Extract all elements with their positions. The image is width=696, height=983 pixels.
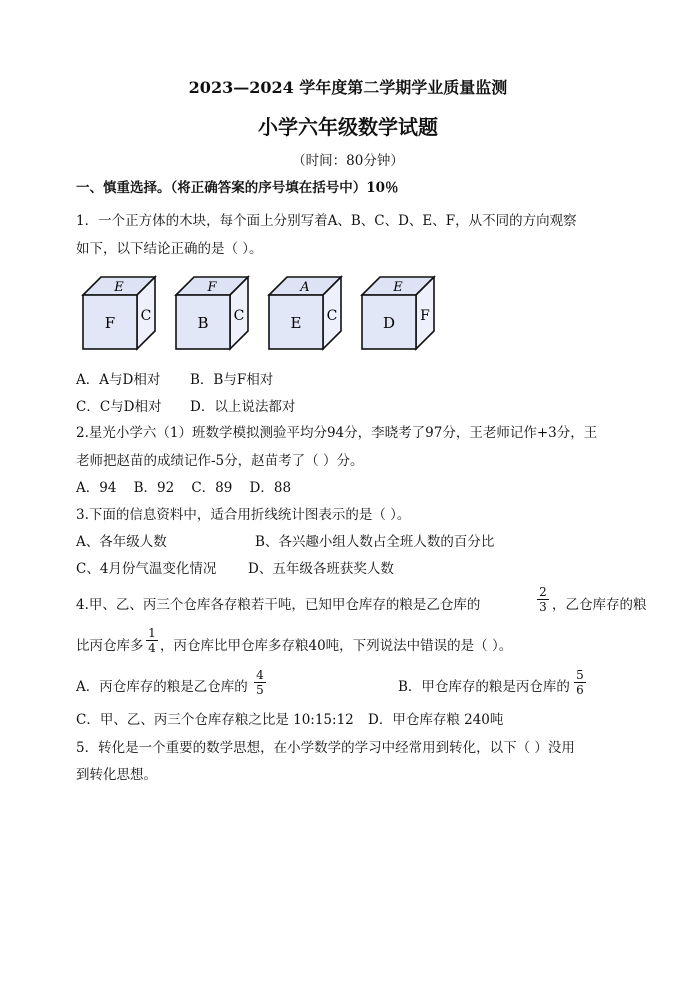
q2-text-line1: 2.星光小学六（1）班数学模拟测验平均分94分，李晓考了97分，王老师记作+3分，王 <box>76 425 598 441</box>
cube-front-label: B <box>197 314 209 332</box>
q1-option-a: A．A与D相对 <box>76 372 161 388</box>
q1-option-b: B．B与F相对 <box>190 372 274 388</box>
q5-text-line2: 到转化思想。 <box>76 767 157 783</box>
q4-option-a-fraction: $\frac{4}{5}$ <box>254 669 266 696</box>
q4-fraction-two-thirds: $\frac{2}{3}$ <box>537 586 549 613</box>
cube-figure <box>269 277 341 349</box>
q4-text-line2-start: 比丙仓库多 <box>76 638 144 654</box>
q4-fraction-one-quarter: $\frac{1}{4}$ <box>146 627 158 654</box>
q4-option-b: B．甲仓库存的粮是丙仓库的 <box>398 679 570 695</box>
cube-front-label: E <box>290 314 302 332</box>
q3-option-b: B、各兴趣小组人数占全班人数的百分比 <box>255 534 495 550</box>
q1-option-d: D．以上说法都对 <box>190 399 296 415</box>
q1-cube-figures <box>0 273 696 363</box>
cube-top-label: F <box>207 280 217 295</box>
q3-text-line1: 3.下面的信息资料中，适合用折线统计图表示的是（ ）。 <box>76 507 411 523</box>
q4-option-d: D．甲仓库存粮 240吨 <box>368 712 504 728</box>
cube-top-label: A <box>300 280 310 295</box>
q2-options: A．94 B．92 C．89 D．88 <box>76 480 292 496</box>
q4-option-b-fraction: $\frac{5}{6}$ <box>574 669 586 696</box>
cube-top-label: E <box>393 280 403 295</box>
q4-text-line2-end: ，丙仓库比甲仓库多存粮40吨，下列说法中错误的是（ ）。 <box>160 638 513 654</box>
cube-side-label: C <box>326 308 338 324</box>
cube-front-label: F <box>104 314 116 332</box>
cube-top-label: E <box>114 280 124 295</box>
exam-time-note: （时间：80分钟） <box>292 153 404 169</box>
q3-option-d: D、五年级各班获奖人数 <box>248 561 394 577</box>
q3-option-c: C、4月份气温变化情况 <box>76 561 217 577</box>
q1-text-line1: 1．一个正方体的木块，每个面上分别写着A、B、C、D、E、F，从不同的方向观察 <box>76 213 577 229</box>
cube-side-label: C <box>140 308 152 324</box>
cube-figure <box>362 277 434 349</box>
q4-text-line1-end: ，乙仓库存的粮 <box>552 597 647 613</box>
section-1-heading: 一、慎重选择。（将正确答案的序号填在括号中）10％ <box>76 180 399 196</box>
exam-term-title: 2023—2024 学年度第二学期学业质量监测 <box>188 78 508 97</box>
cube-figure <box>83 277 155 349</box>
q2-text-line2: 老师把赵苗的成绩记作-5分，赵苗考了（ ）分。 <box>76 453 364 469</box>
q5-text-line1: 5．转化是一个重要的数学思想，在小学数学的学习中经常用到转化，以下（ ）没用 <box>76 740 575 756</box>
q1-text-line2: 如下，以下结论正确的是（ ）。 <box>76 241 263 257</box>
cube-side-label: C <box>233 308 245 324</box>
q4-option-a: A．丙仓库存的粮是乙仓库的 <box>76 679 248 695</box>
q4-option-c: C．甲、乙、丙三个仓库存粮之比是 10:15:12 <box>76 712 354 728</box>
cube-figure <box>176 277 248 349</box>
cube-front-label: D <box>382 314 396 332</box>
q4-text-line1: 4.甲、乙、丙三个仓库各存粮若干吨，已知甲仓库存的粮是乙仓库的 <box>76 597 481 613</box>
exam-name-title: 小学六年级数学试题 <box>258 115 438 139</box>
q1-option-c: C．C与D相对 <box>76 399 162 415</box>
cube-side-label: F <box>420 308 430 324</box>
q3-option-a: A、各年级人数 <box>76 534 167 550</box>
